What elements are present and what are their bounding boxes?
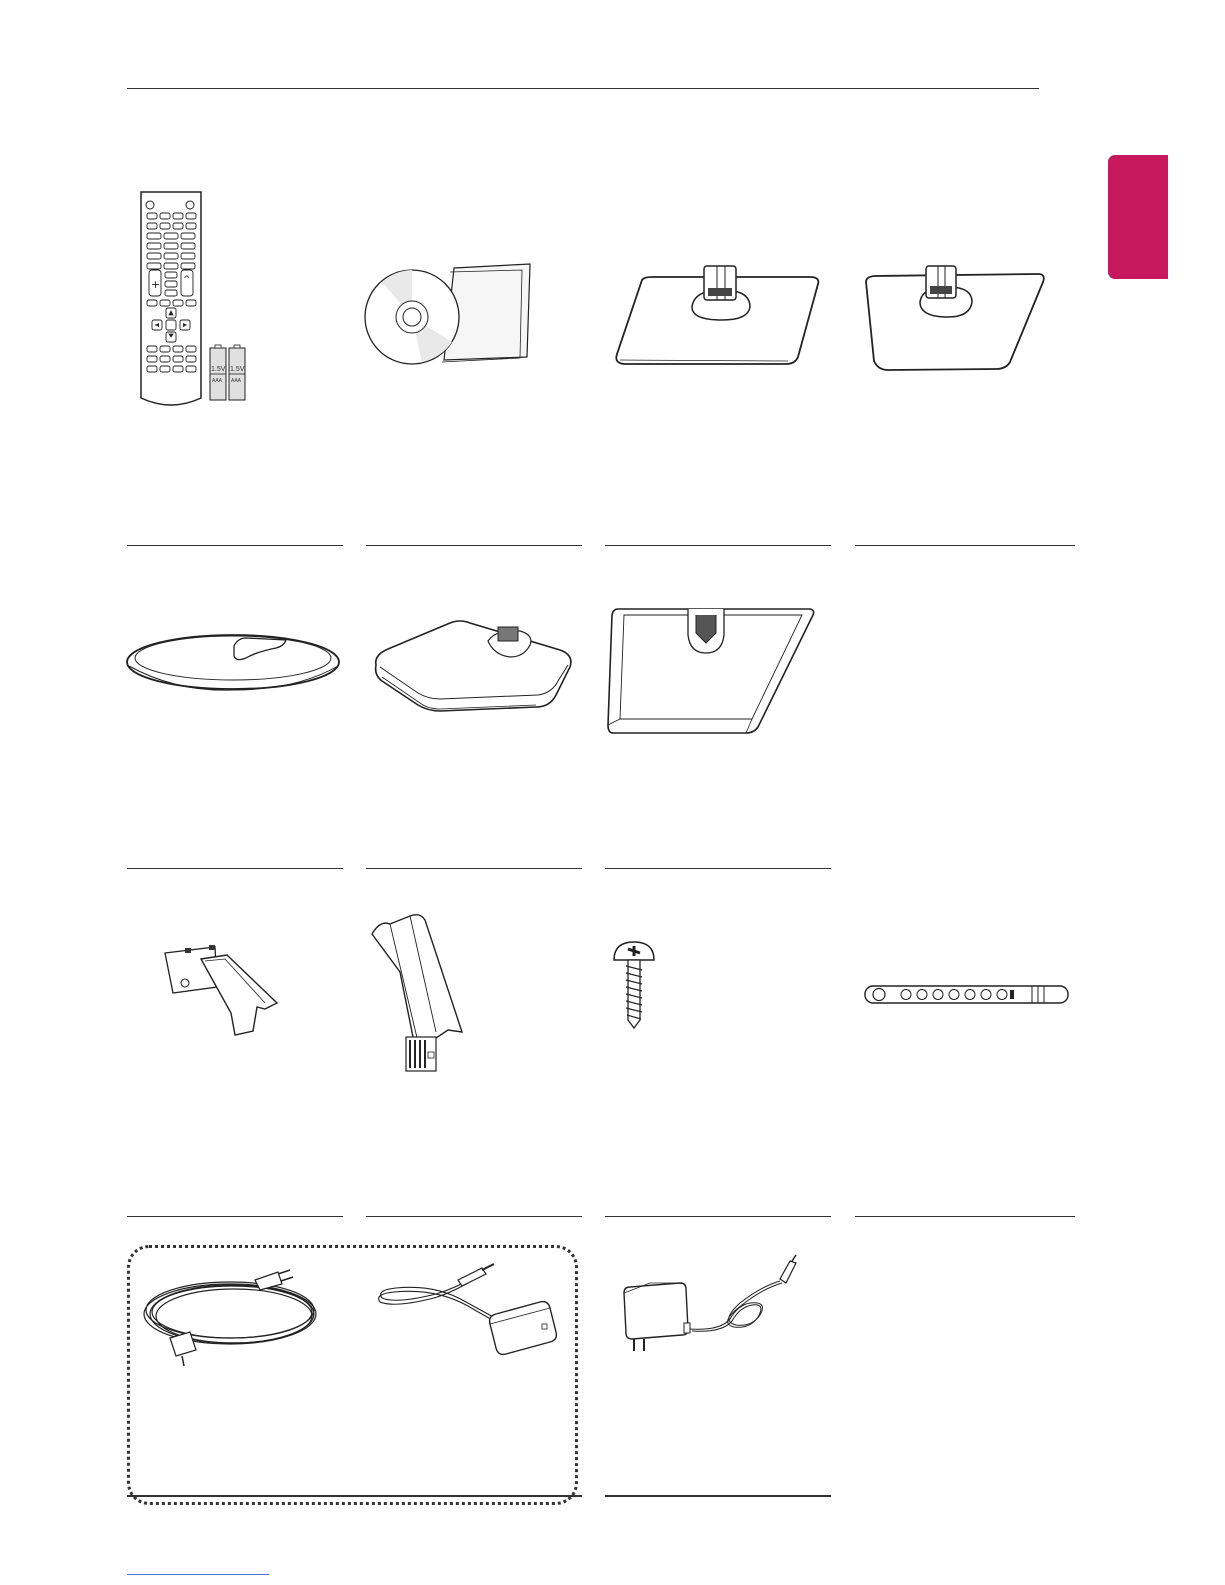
row-1-rule-col-1 [127, 545, 343, 546]
stand-body-tall-illustration [370, 912, 470, 1077]
row-1-rule-col-3 [605, 545, 831, 546]
stand-base-trapezoid-illustration [860, 262, 1060, 377]
row-3-rule-col-3 [605, 1216, 831, 1217]
row-3-rule-col-2 [366, 1216, 582, 1217]
cd-and-manual-illustration [362, 262, 542, 372]
language-tab[interactable] [1108, 155, 1168, 279]
row-4-rule-col-3 [605, 1495, 831, 1497]
row-3-rule-col-1 [127, 1216, 343, 1217]
remote-control-illustration [138, 190, 258, 410]
battery-2 [229, 345, 245, 400]
battery-1-type: AAA [212, 378, 223, 384]
row-4-rule-group [127, 1495, 582, 1497]
stand-base-rectangular-illustration [612, 262, 832, 372]
cable-holder-illustration [864, 984, 1070, 1006]
ac-dc-adapter-illustration [376, 1258, 561, 1363]
stand-base-rounded-illustration [370, 615, 580, 720]
stand-base-oval-illustration [126, 628, 341, 698]
row-2-rule-col-3 [605, 868, 831, 869]
row-3-rule-col-4 [855, 1216, 1075, 1217]
battery-1 [210, 345, 226, 400]
power-cord-illustration [140, 1268, 335, 1368]
header-rule [127, 88, 1039, 89]
footer-link-underline[interactable] [127, 1574, 269, 1575]
row-2-rule-col-2 [366, 868, 582, 869]
battery-1-voltage: 1.5V [211, 366, 226, 373]
row-2-rule-col-1 [127, 868, 343, 869]
wall-adapter-illustration [620, 1255, 810, 1365]
battery-2-voltage: 1.5V [230, 366, 245, 373]
svg-text:^: ^ [183, 275, 191, 285]
row-1-rule-col-2 [366, 545, 582, 546]
battery-2-type: AAA [231, 378, 242, 384]
svg-text:+: + [151, 278, 161, 291]
screw-illustration [612, 940, 657, 1035]
row-1-rule-col-4 [855, 545, 1075, 546]
stand-body-short-illustration [165, 945, 285, 1045]
stand-base-square-illustration [606, 605, 821, 740]
